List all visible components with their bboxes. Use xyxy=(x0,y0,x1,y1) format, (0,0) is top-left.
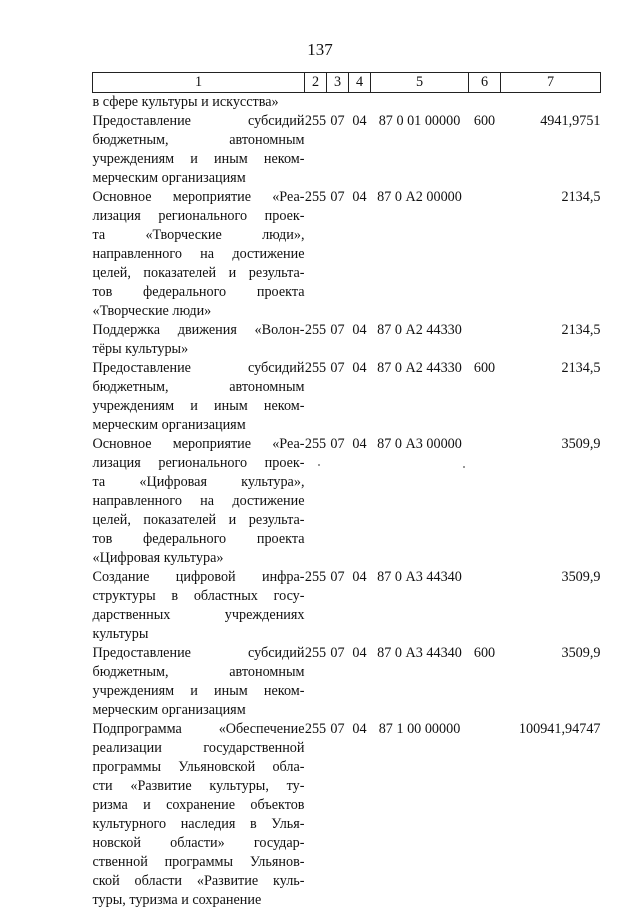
target-article-code: 87 0 А3 00000 xyxy=(371,435,469,568)
section-code: 07 xyxy=(327,112,349,188)
table-row xyxy=(93,568,601,644)
row-name-line: бюджетным, автономным xyxy=(93,378,305,397)
row-name-line: Предоставление субсидий xyxy=(93,112,305,131)
section-code: 07 xyxy=(327,644,349,720)
section-code: 07 xyxy=(327,568,349,644)
row-name-line: структуры в областных госу- xyxy=(93,587,305,606)
row-name-line: реализации государственной xyxy=(93,739,305,758)
target-article-code: 87 0 А2 00000 xyxy=(371,188,469,321)
subsection-code: 04 xyxy=(349,568,371,644)
target-article-code: 87 0 А3 44340 xyxy=(371,568,469,644)
row-name-line: в сфере культуры и искусства» xyxy=(93,93,305,112)
table-row xyxy=(93,188,601,321)
amount: 3509,9 xyxy=(501,644,601,720)
row-name-line: ственной программы Ульянов- xyxy=(93,853,305,872)
section-code: 07 xyxy=(327,321,349,359)
amount: 3509,9 xyxy=(501,568,601,644)
row-name-line: та «Цифровая культура», xyxy=(93,473,305,492)
admin-code: 255 xyxy=(305,359,327,435)
row-name xyxy=(93,435,305,568)
header-col-2: 2 xyxy=(305,73,327,93)
admin-code: 255 xyxy=(305,644,327,720)
header-col-7: 7 xyxy=(501,73,601,93)
row-name-line: учреждениям и иным неком- xyxy=(93,397,305,416)
row-name-line: направленного на достижение xyxy=(93,492,305,511)
row-name-line: сти «Развитие культуры, ту- xyxy=(93,777,305,796)
row-name-line: учреждениям и иным неком- xyxy=(93,682,305,701)
row-name-line: лизация регионального проек- xyxy=(93,207,305,226)
admin-code: 255 xyxy=(305,435,327,568)
row-name xyxy=(93,359,305,435)
row-name-line: дарственных учреждениях xyxy=(93,606,305,625)
amount xyxy=(501,93,601,113)
row-name-line: новской области» государ- xyxy=(93,834,305,853)
section-code: 07 xyxy=(327,720,349,910)
row-name-line: мерческим организациям xyxy=(93,701,305,720)
row-name-line: мерческим организациям xyxy=(93,416,305,435)
table-row xyxy=(93,359,601,435)
row-name-line: та «Творческие люди», xyxy=(93,226,305,245)
admin-code: 255 xyxy=(305,720,327,910)
row-name xyxy=(93,720,305,910)
row-name-line: целей, показателей и результа- xyxy=(93,511,305,530)
target-article-code: 87 0 А2 44330 xyxy=(371,359,469,435)
row-name-line: Подпрограмма «Обеспечение xyxy=(93,720,305,739)
table-row xyxy=(93,321,601,359)
expense-type-code xyxy=(469,435,501,568)
header-col-1: 1 xyxy=(93,73,305,93)
row-name-line: лизация регионального проек- xyxy=(93,454,305,473)
row-name-line: бюджетным, автономным xyxy=(93,131,305,150)
expense-type-code xyxy=(469,93,501,113)
row-name-line: Предоставление субсидий xyxy=(93,644,305,663)
subsection-code: 04 xyxy=(349,359,371,435)
section-code: 07 xyxy=(327,188,349,321)
amount: 2134,5 xyxy=(501,188,601,321)
amount: 2134,5 xyxy=(501,359,601,435)
row-name xyxy=(93,644,305,720)
row-name-line: бюджетным, автономным xyxy=(93,663,305,682)
amount: 2134,5 xyxy=(501,321,601,359)
expense-type-code xyxy=(469,321,501,359)
expense-type-code: 600 xyxy=(469,112,501,188)
row-name-line: тёры культуры» xyxy=(93,340,305,359)
row-name-line: Создание цифровой инфра- xyxy=(93,568,305,587)
budget-table xyxy=(92,72,601,910)
section-code: 07 xyxy=(327,435,349,568)
row-name-line: «Творческие люди» xyxy=(93,302,305,321)
row-name-line: Основное мероприятие «Реа- xyxy=(93,435,305,454)
row-name-line: Предоставление субсидий xyxy=(93,359,305,378)
expense-type-code xyxy=(469,720,501,910)
expense-type-code: 600 xyxy=(469,359,501,435)
subsection-code: 04 xyxy=(349,720,371,910)
admin-code: 255 xyxy=(305,188,327,321)
admin-code xyxy=(305,93,327,113)
subsection-code: 04 xyxy=(349,435,371,568)
row-name xyxy=(93,568,305,644)
subsection-code: 04 xyxy=(349,112,371,188)
target-article-code: 87 0 А2 44330 xyxy=(371,321,469,359)
subsection-code: 04 xyxy=(349,321,371,359)
row-name-line: ризма и сохранение объектов xyxy=(93,796,305,815)
header-row xyxy=(93,73,601,93)
amount: 100941,94747 xyxy=(501,720,601,910)
target-article-code: 87 1 00 00000 xyxy=(371,720,469,910)
row-name-line: ской области «Развитие куль- xyxy=(93,872,305,891)
table-row xyxy=(93,93,601,113)
subsection-code: 04 xyxy=(349,644,371,720)
row-name-line: Поддержка движения «Волон- xyxy=(93,321,305,340)
header-col-5: 5 xyxy=(371,73,469,93)
row-name xyxy=(93,321,305,359)
admin-code: 255 xyxy=(305,568,327,644)
amount: 4941,9751 xyxy=(501,112,601,188)
target-article-code xyxy=(371,93,469,113)
row-name-line: тов федерального проекта xyxy=(93,283,305,302)
row-name-line: туры, туризма и сохранение xyxy=(93,891,305,910)
table-row xyxy=(93,435,601,568)
row-name-line: мерческим организациям xyxy=(93,169,305,188)
target-article-code: 87 0 01 00000 xyxy=(371,112,469,188)
admin-code: 255 xyxy=(305,112,327,188)
scan-speck xyxy=(463,466,465,468)
expense-type-code: 600 xyxy=(469,644,501,720)
expense-type-code xyxy=(469,188,501,321)
subsection-code: 04 xyxy=(349,188,371,321)
table-row xyxy=(93,644,601,720)
page-number: 137 xyxy=(0,40,640,60)
row-name xyxy=(93,112,305,188)
row-name xyxy=(93,93,305,113)
row-name-line: «Цифровая культура» xyxy=(93,549,305,568)
row-name-line: учреждениям и иным неком- xyxy=(93,150,305,169)
admin-code: 255 xyxy=(305,321,327,359)
subsection-code xyxy=(349,93,371,113)
table-row xyxy=(93,720,601,910)
section-code xyxy=(327,93,349,113)
header-col-3: 3 xyxy=(327,73,349,93)
table-row xyxy=(93,112,601,188)
row-name-line: направленного на достижение xyxy=(93,245,305,264)
header-col-6: 6 xyxy=(469,73,501,93)
section-code: 07 xyxy=(327,359,349,435)
table-body xyxy=(93,93,601,910)
amount: 3509,9 xyxy=(501,435,601,568)
row-name-line: целей, показателей и результа- xyxy=(93,264,305,283)
target-article-code: 87 0 А3 44340 xyxy=(371,644,469,720)
row-name-line: тов федерального проекта xyxy=(93,530,305,549)
row-name xyxy=(93,188,305,321)
header-col-4: 4 xyxy=(349,73,371,93)
row-name-line: культуры xyxy=(93,625,305,644)
row-name-line: программы Ульяновской обла- xyxy=(93,758,305,777)
row-name-line: культурного наследия в Улья- xyxy=(93,815,305,834)
scan-speck xyxy=(318,464,320,466)
row-name-line: Основное мероприятие «Реа- xyxy=(93,188,305,207)
expense-type-code xyxy=(469,568,501,644)
